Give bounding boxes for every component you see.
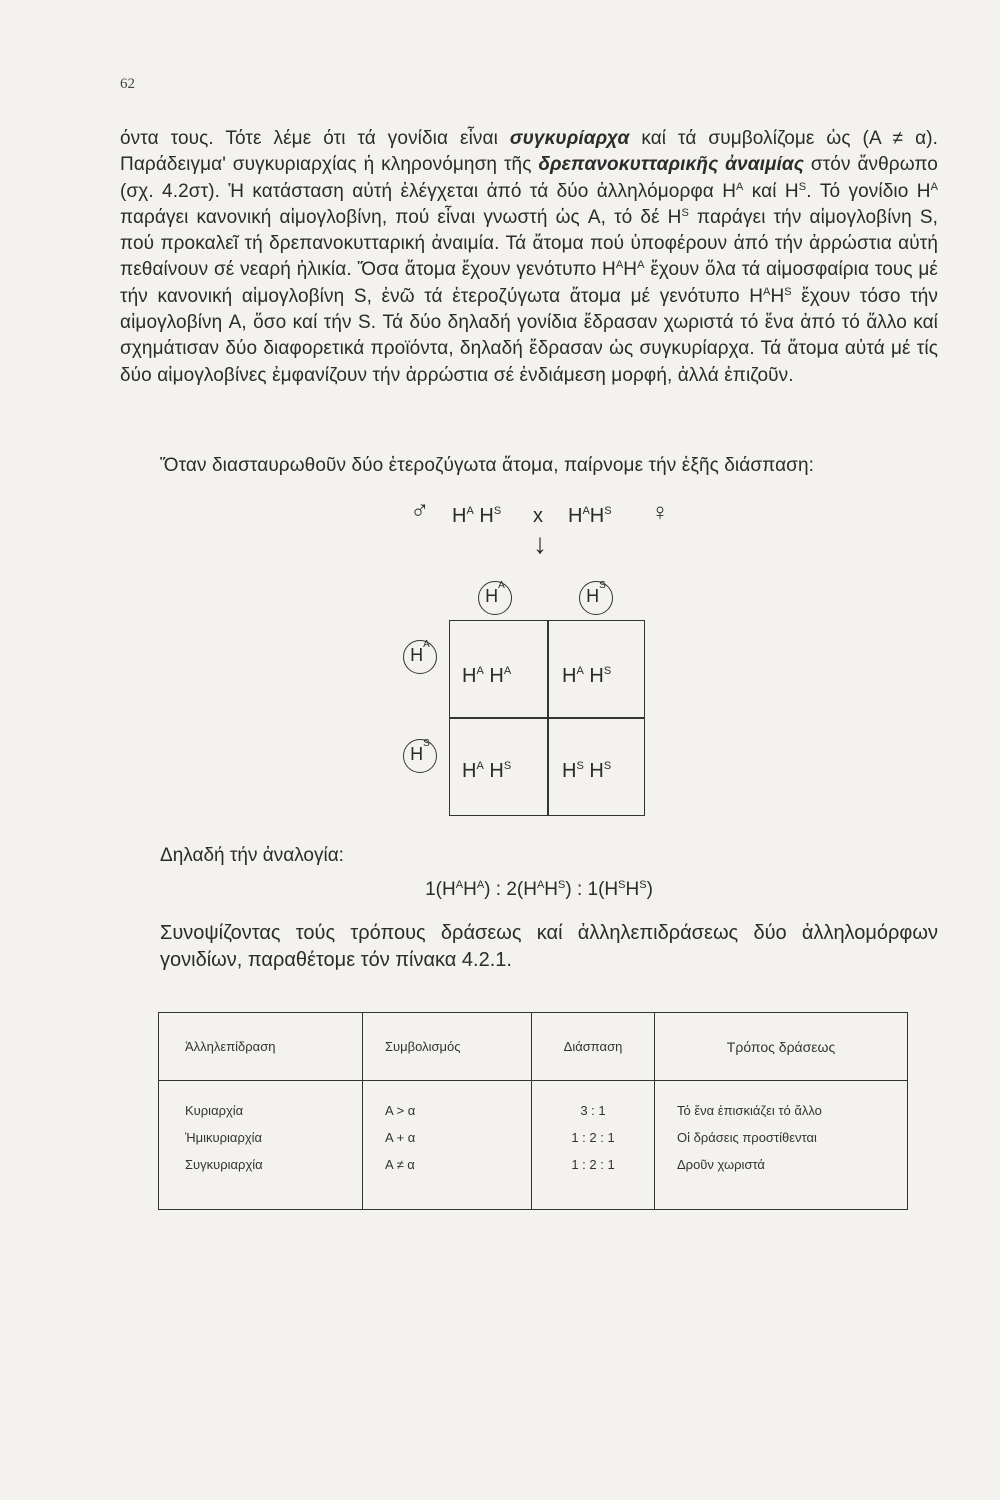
punnett-cell-as-top: $H^A$ $H^S$ [562, 665, 612, 687]
body-paragraph-cross-intro: Ὅταν διασταυρωθοῦν δύο ἑτεροζύγωτα ἄτομα, παίρνομε τήν ἑξῆς διάσπαση: [160, 455, 815, 476]
gamete-top-a: H A [478, 581, 512, 615]
table-col-segregation: 3 : 1 1 : 2 : 1 1 : 2 : 1 [532, 1081, 655, 1210]
punnett-cell-ss: $H^S$ $H^S$ [562, 760, 612, 782]
parent-genotype-female: $H^AH^S$ [568, 505, 612, 527]
parent-genotype-male: $H^A$ $H^S$ [452, 505, 502, 527]
table-header-row [159, 1013, 908, 1081]
summary-paragraph: Συνοψίζοντας τούς τρόπους δράσεως καί ἀλληλεπιδράσεως δύο ἀλληλομόρφων γονιδίων, παραθέτομε τόν πίνακα 4.2.1. [160, 922, 938, 971]
table-col-symbolism: A > α A + α A ≠ α [363, 1081, 532, 1210]
female-symbol-icon: ♀ [651, 499, 669, 526]
gamete-left-s: H S [403, 739, 437, 773]
table-col-interaction: Κυριαρχία Ἡμικυριαρχία Συγκυριαρχία [159, 1081, 363, 1210]
punnett-square [449, 620, 645, 816]
table-header-interaction: Ἀλληλεπίδραση [159, 1013, 363, 1081]
punnett-cell-as-bottom: $H^A$ $H^S$ [462, 760, 512, 782]
cross-times: x [533, 505, 543, 527]
table-header-mode-of-action: Τρόπος δράσεως [655, 1013, 908, 1081]
gamete-left-a: H A [403, 640, 437, 674]
punnett-cell-aa: $H^A$ $H^A$ [462, 665, 512, 687]
page-number: 62 [120, 76, 135, 92]
table-row [159, 1081, 908, 1210]
term-codominant: συγκυρίαρχα [509, 128, 630, 149]
table-col-mode-of-action: Τό ἕνα ἐπισκιάζει τό ἄλλο Οἱ δράσεις προστίθενται Δροῦν χωριστά [655, 1081, 908, 1210]
body-paragraph-codominance: όντα τους. Τότε λέμε ότι τά γονίδια εἶναι συγκυρίαρχα καί τά συμβολίζομε ὡς (A ≠ α). Παράδειγμα' συγκυριαρχίας ἡ κληρονόμηση τῆς δρεπανοκυτταρικῆς ἀναιμίας στόν ἄνθρωπο (σχ. 4.2στ). Ἡ κατάσταση αὐτή ἐλέγχεται ἀπό τά δύο ἀλληλόμορφα $H^A$ καί $H^S$. Τό γονίδιο $H^A$ παράγει κανονική αἱμογλοβίνη, πού εἶναι γνωστή ὡς A, τό δέ $H^S$ παράγει τήν αἱμογλοβίνη S, πού προκαλεῖ τή δρεπανοκυτταρική ἀναιμία. Τά ἄτομα πού ὑποφέρουν ἀπό τήν ἀρρώστια αὐτή πεθαίνουν σέ νεαρή ἡλικία. Ὅσα ἄτομα ἔχουν γενότυπο $H^AH^A$ ἔχουν ὅλα τά αἱμοσφαίρια τους μέ τήν κανονική αἱμογλοβίνη S, ἐνῶ τά ἑτεροζύγωτα ἄτομα μέ γενότυπο $H^AH^S$ ἔχουν τόσο τήν αἱμογλοβίνη A, ὅσο καί τήν S. Τά δύο δηλαδή γονίδια ἔδρασαν χωριστά τό ἕνα ἀπό τό ἄλλο καί σχημάτισαν δύο διαφορετικά προϊόντα, δηλαδή ἔδρασαν ὡς συγκυρίαρχα. Τά ἄτομα αὐτά μέ τίς δύο αἱμογλοβίνες ἐμφανίζουν τήν ἀρρώστια σέ ἐνδιάμεση μορφή, ἀλλά ἐπιζοῦν. [120, 128, 939, 386]
male-symbol-icon: ♂ [410, 495, 430, 525]
ratio-formula: $1(H^AH^A)$ : $2(H^AH^S)$ : $1(H^SH^S)$ [425, 879, 653, 900]
table-header-symbolism: Συμβολισμός [363, 1013, 532, 1081]
ratio-label: Δηλαδή τήν ἀναλογία: [160, 845, 344, 866]
table-header-segregation: Διάσπαση [532, 1013, 655, 1081]
term-sickle-cell-anemia: δρεπανοκυτταρικῆς ἀναιμίας [538, 154, 804, 176]
gamete-top-s: H S [579, 581, 613, 615]
allele-interaction-table [158, 1012, 908, 1210]
down-arrow-icon: ↓ [533, 528, 547, 559]
